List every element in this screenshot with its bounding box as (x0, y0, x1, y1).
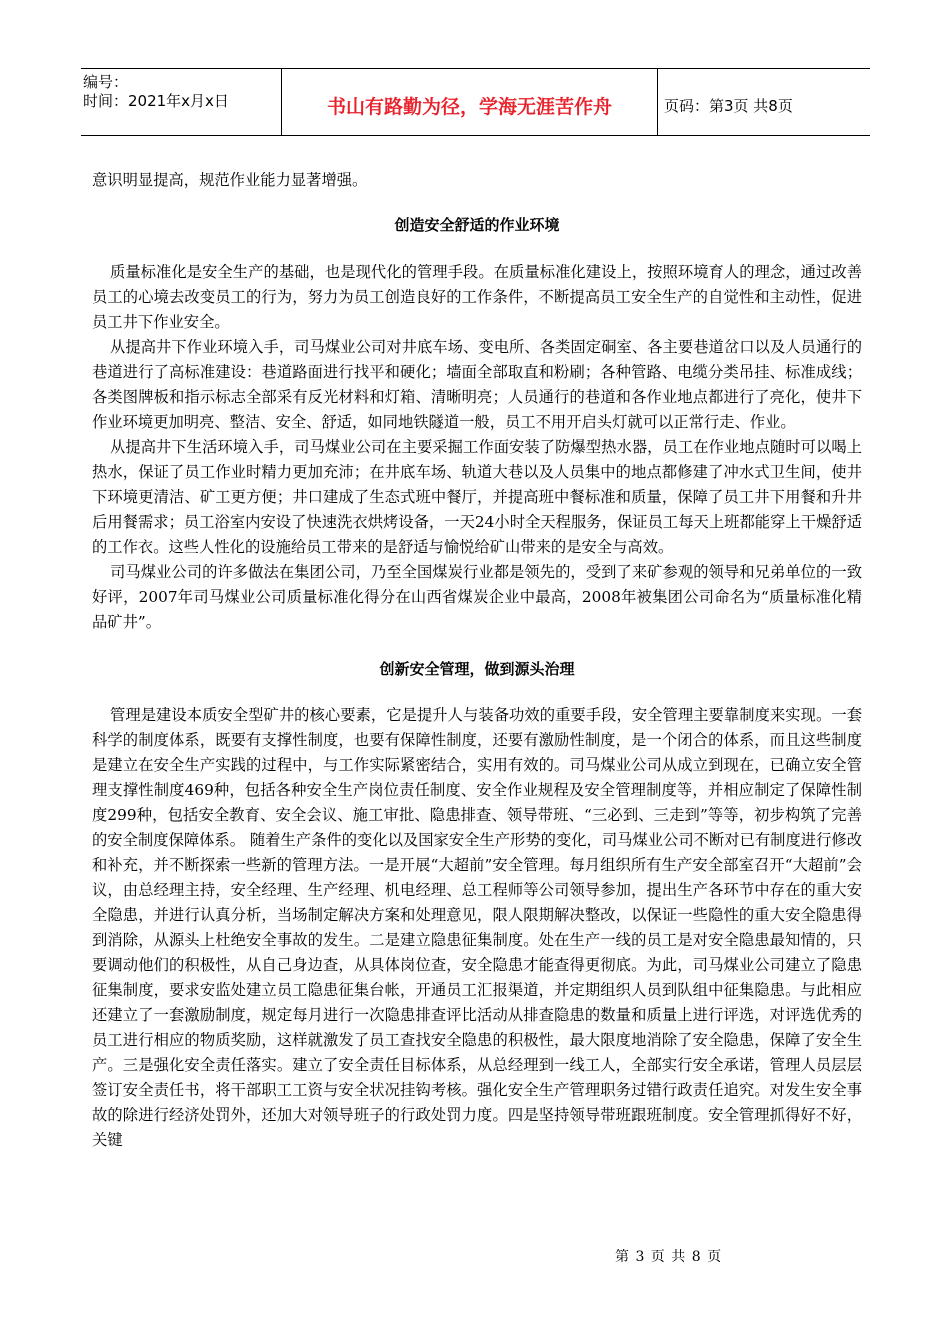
page-header (81, 68, 870, 136)
body-paragraph: 从提高井下作业环境入手，司马煤业公司对井底车场、变电所、各类固定硐室、各主要巷道岔口以及人员通行的巷道进行了高标准建设：巷道路面进行找平和硬化；墙面全部取直和粉刷；各种管路、电缆分类吊挂、标准成线；各类图牌板和指示标志全部采有反光材料和灯箱、清晰明亮；人员通行的巷道和各作业地点都进行了亮化，使井下作业环境更加明亮、整洁、安全、舒适，如同地铁隧道一般，员工不用开启头灯就可以正常行走、作业。 (92, 338, 862, 431)
page-footer: 第 3 页 共 8 页 (615, 1249, 722, 1265)
header-meta (81, 69, 282, 135)
body-paragraph: 管理是建设本质安全型矿井的核心要素，它是提升人与装备功效的重要手段，安全管理主要靠制度来实现。一套科学的制度体系，既要有支撑性制度，也要有保障性制度，还要有激励性制度，是一个闭合的体系，而且这些制度是建立在安全生产实践的过程中，与工作实际紧密结合，实用有效的。司马煤业公司从成立到现在，已确立安全管理支撑性制度469种，包括各种安全生产岗位责任制度、安全作业规程及安全管理制度等，并相应制定了保障性制度299种，包括安全教育、安全会议、施工审批、隐患排查、领导带班、“三必到、三走到”等等，初步构筑了完善的安全制度保障体系。 随着生产条件的变化以及国家安全生产形势的变化，司马煤业公司不断对已有制度进行修改和补充，并不断探索一些新的管理方法。一是开展“大超前”安全管理。每月组织所有生产安全部室召开“大超前”会议，由总经理主持，安全经理、生产经理、机电经理、总工程师等公司领导参加，提出生产各环节中存在的重大安全隐患，并进行认真分析，当场制定解决方案和处理意见，限人限期解决整改，以保证一些隐性的重大安全隐患得到消除，从源头上杜绝安全事故的发生。二是建立隐患征集制度。处在生产一线的员工是对安全隐患最知情的，只要调动他们的积极性，从自己身边查，从具体岗位查，安全隐患才能查得更彻底。为此，司马煤业公司建立了隐患征集制度，要求安监处建立员工隐患征集台帐，开通员工汇报渠道，并定期组织人员到队组中征集隐患。与此相应还建立了一套激励制度，规定每月进行一次隐患排查评比活动从排查隐患的数量和质量上进行评选，对评选优秀的员工进行相应的物质奖励，这样就激发了员工查找安全隐患的积极性，最大限度地消除了安全隐患，保障了安全生产。三是强化安全责任落实。建立了安全责任目标体系，从总经理到一线工人，全部实行安全承诺，管理人员层层签订安全责任书，将干部职工工资与安全状况挂钩考核。强化安全生产管理职务过错行政责任追究。对发生安全事故的除进行经济处罚外，还加大对领导班子的行政处罚力度。四是坚持领导带班跟班制度。安全管理抓得好不好，关键 (92, 706, 862, 1149)
intro-line: 意识明显提高，规范作业能力显著增强。 (92, 171, 368, 189)
header-page-label: 页码：第3页 共8页 (664, 96, 793, 115)
body-paragraph: 司马煤业公司的许多做法在集团公司，乃至全国煤炭行业都是领先的，受到了来矿参观的领导和兄弟单位的一致好评，2007年司马煤业公司质量标准化得分在山西省煤炭企业中最高，2008年被集团公司命名为“质量标准化精品矿井”。 (92, 563, 862, 631)
body-paragraph: 质量标准化是安全生产的基础，也是现代化的管理手段。在质量标准化建设上，按照环境育人的理念，通过改善员工的心境去改变员工的行为，努力为员工创造良好的工作条件，不断提高员工安全生产的自觉性和主动性，促进员工井下作业安全。 (92, 263, 862, 331)
header-motto: 书山有路勤为径，学海无涯苦作舟 (282, 69, 658, 135)
document-date-label: 时间：2021年x月x日 (83, 92, 229, 110)
document-number-label: 编号： (83, 73, 129, 91)
section-heading-work-environment: 创造安全舒适的作业环境 (394, 216, 560, 234)
body-paragraph: 从提高井下生活环境入手，司马煤业公司在主要采掘工作面安装了防爆型热水器，员工在作业地点随时可以喝上热水，保证了员工作业时精力更加充沛；在井底车场、轨道大巷以及人员集中的地点都修建了冲水式卫生间，使井下环境更清洁、矿工更方便；井口建成了生态式班中餐厅，并提高班中餐标准和质量，保障了员工井下用餐和升井后用餐需求；员工浴室内安设了快速洗衣烘烤设备，一天24小时全天程服务，保证员工每天上班都能穿上干燥舒适的工作衣。这些人性化的设施给员工带来的是舒适与愉悦给矿山带来的是安全与高效。 (92, 438, 862, 556)
section-heading-safety-management: 创新安全管理，做到源头治理 (379, 660, 575, 678)
document-body (92, 168, 862, 1153)
